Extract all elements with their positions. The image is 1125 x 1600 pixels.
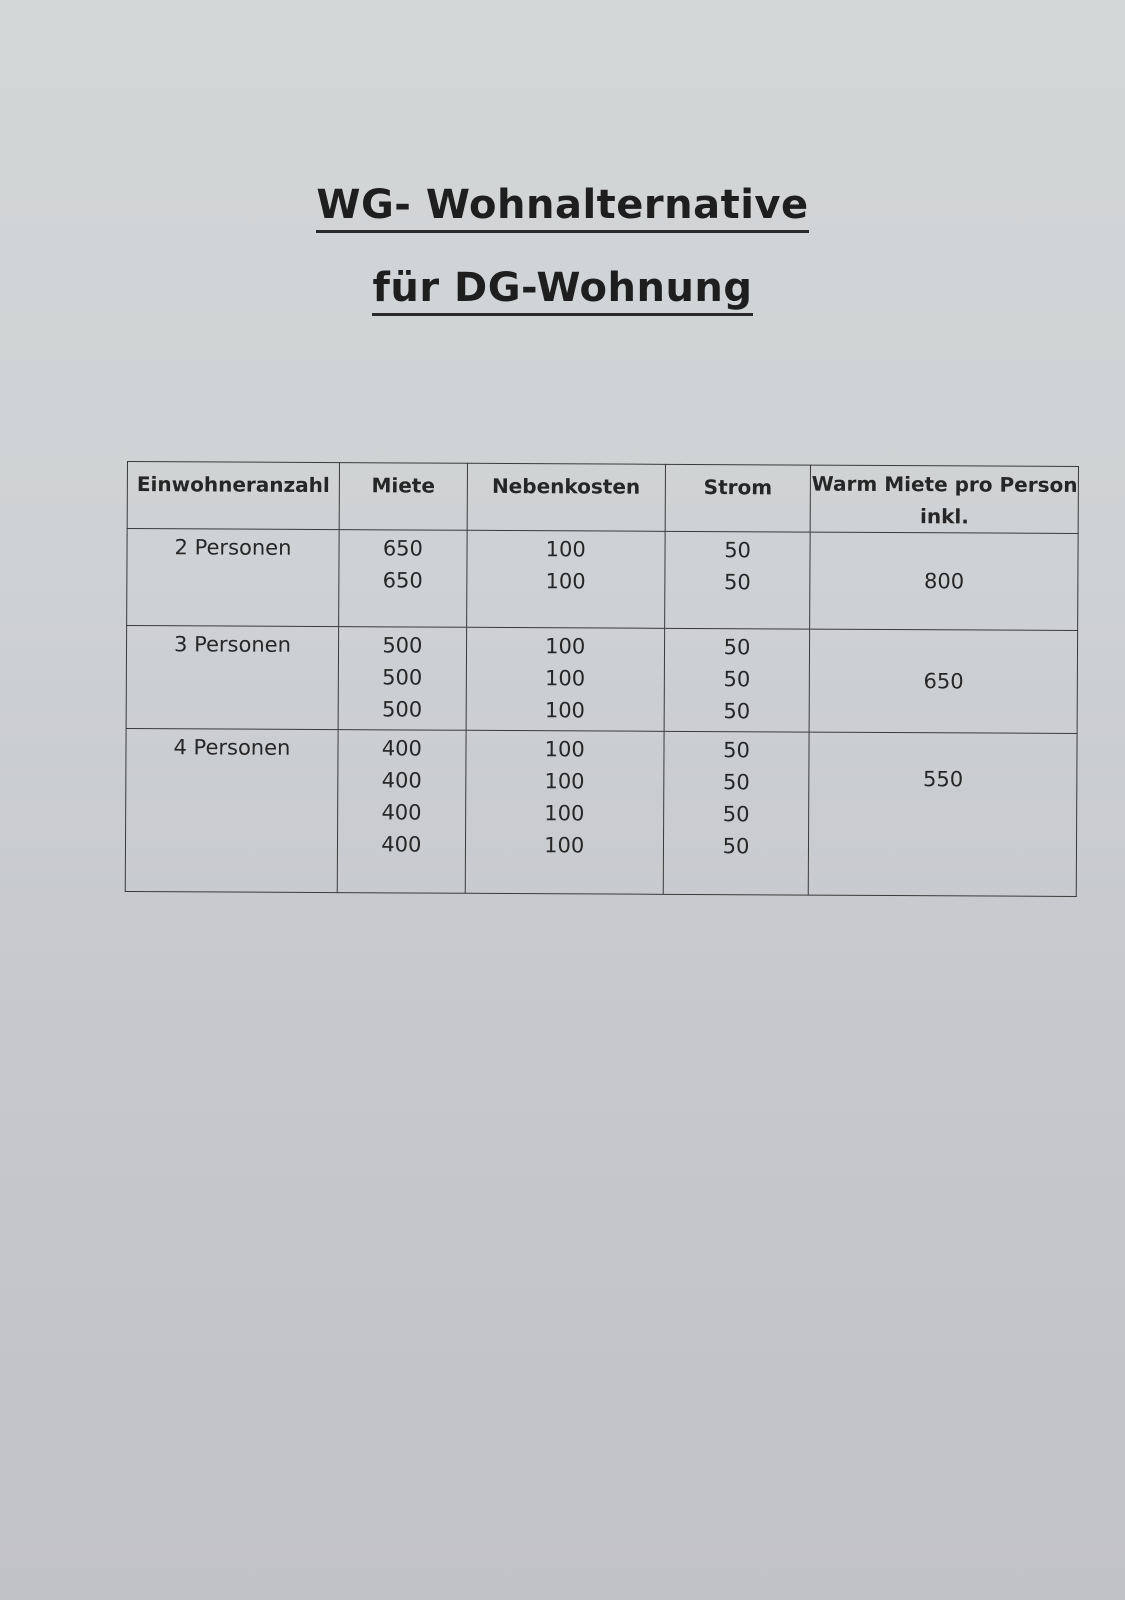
miete-value: 400 xyxy=(381,736,422,761)
nebenkosten-value: 100 xyxy=(544,698,586,723)
miete-value: 650 xyxy=(382,568,423,593)
title-line-2: für DG-Wohnung xyxy=(372,265,752,316)
nebenkosten-value: 100 xyxy=(544,737,585,762)
strom-cell xyxy=(664,628,810,732)
nebenkosten-cell xyxy=(465,730,664,894)
header-warm-line-1: Warm Miete pro xyxy=(811,471,993,497)
strom-value: 50 xyxy=(722,834,750,859)
nebenkosten-value: 100 xyxy=(544,801,585,826)
strom-cell xyxy=(664,531,810,629)
strom-value: 50 xyxy=(723,635,751,660)
table-row xyxy=(127,529,1078,631)
miete-value: 500 xyxy=(382,633,423,658)
nebenkosten-value: 100 xyxy=(544,833,585,858)
strom-value: 50 xyxy=(723,570,751,595)
strom-value: 50 xyxy=(722,802,750,827)
group-label-text: 3 Personen xyxy=(174,632,291,657)
group-label-text: 2 Personen xyxy=(174,535,292,560)
nebenkosten-value: 100 xyxy=(544,666,586,691)
document-subtitle xyxy=(0,265,1125,311)
group-label-text: 4 Personen xyxy=(173,735,291,760)
nebenkosten-value: 100 xyxy=(545,569,586,594)
miete-value: 500 xyxy=(382,665,423,690)
group-label xyxy=(127,529,339,627)
strom-value: 50 xyxy=(724,538,752,563)
nebenkosten-value: 100 xyxy=(544,769,585,794)
nebenkosten-value: 100 xyxy=(545,537,586,562)
rent-table-wrapper xyxy=(125,461,1079,897)
strom-value: 50 xyxy=(723,667,751,692)
table-header-row xyxy=(127,462,1078,534)
warm-miete-cell: 800 xyxy=(810,532,1078,630)
miete-value: 650 xyxy=(382,536,424,561)
header-miete: Miete xyxy=(339,463,467,531)
header-strom: Strom xyxy=(665,464,811,532)
nebenkosten-cell xyxy=(466,627,664,731)
rent-table xyxy=(125,461,1079,897)
header-einwohneranzahl: Einwohneranzahl xyxy=(127,462,339,530)
nebenkosten-value: 100 xyxy=(545,634,586,659)
strom-cell xyxy=(663,731,810,895)
strom-value: 50 xyxy=(723,699,751,724)
header-warm-miete xyxy=(811,465,1079,533)
title-line-1: WG- Wohnalternative xyxy=(316,182,808,233)
group-label xyxy=(125,728,338,892)
miete-value: 400 xyxy=(381,768,422,793)
miete-value: 500 xyxy=(381,697,423,722)
group-label xyxy=(126,626,338,730)
strom-value: 50 xyxy=(723,738,750,763)
warm-miete-cell: 550 xyxy=(809,732,1077,896)
miete-cell xyxy=(339,530,467,628)
table-row xyxy=(125,728,1077,896)
table-row xyxy=(126,626,1078,734)
header-warm-line-2: Person inkl. xyxy=(919,472,1078,529)
miete-cell xyxy=(338,627,466,731)
miete-value: 400 xyxy=(381,800,422,825)
header-nebenkosten: Nebenkosten xyxy=(467,463,665,531)
miete-value: 400 xyxy=(381,832,422,857)
warm-miete-cell: 650 xyxy=(810,629,1078,733)
document-title xyxy=(0,182,1125,228)
strom-value: 50 xyxy=(722,770,750,795)
nebenkosten-cell xyxy=(466,530,664,628)
miete-cell xyxy=(337,730,466,894)
